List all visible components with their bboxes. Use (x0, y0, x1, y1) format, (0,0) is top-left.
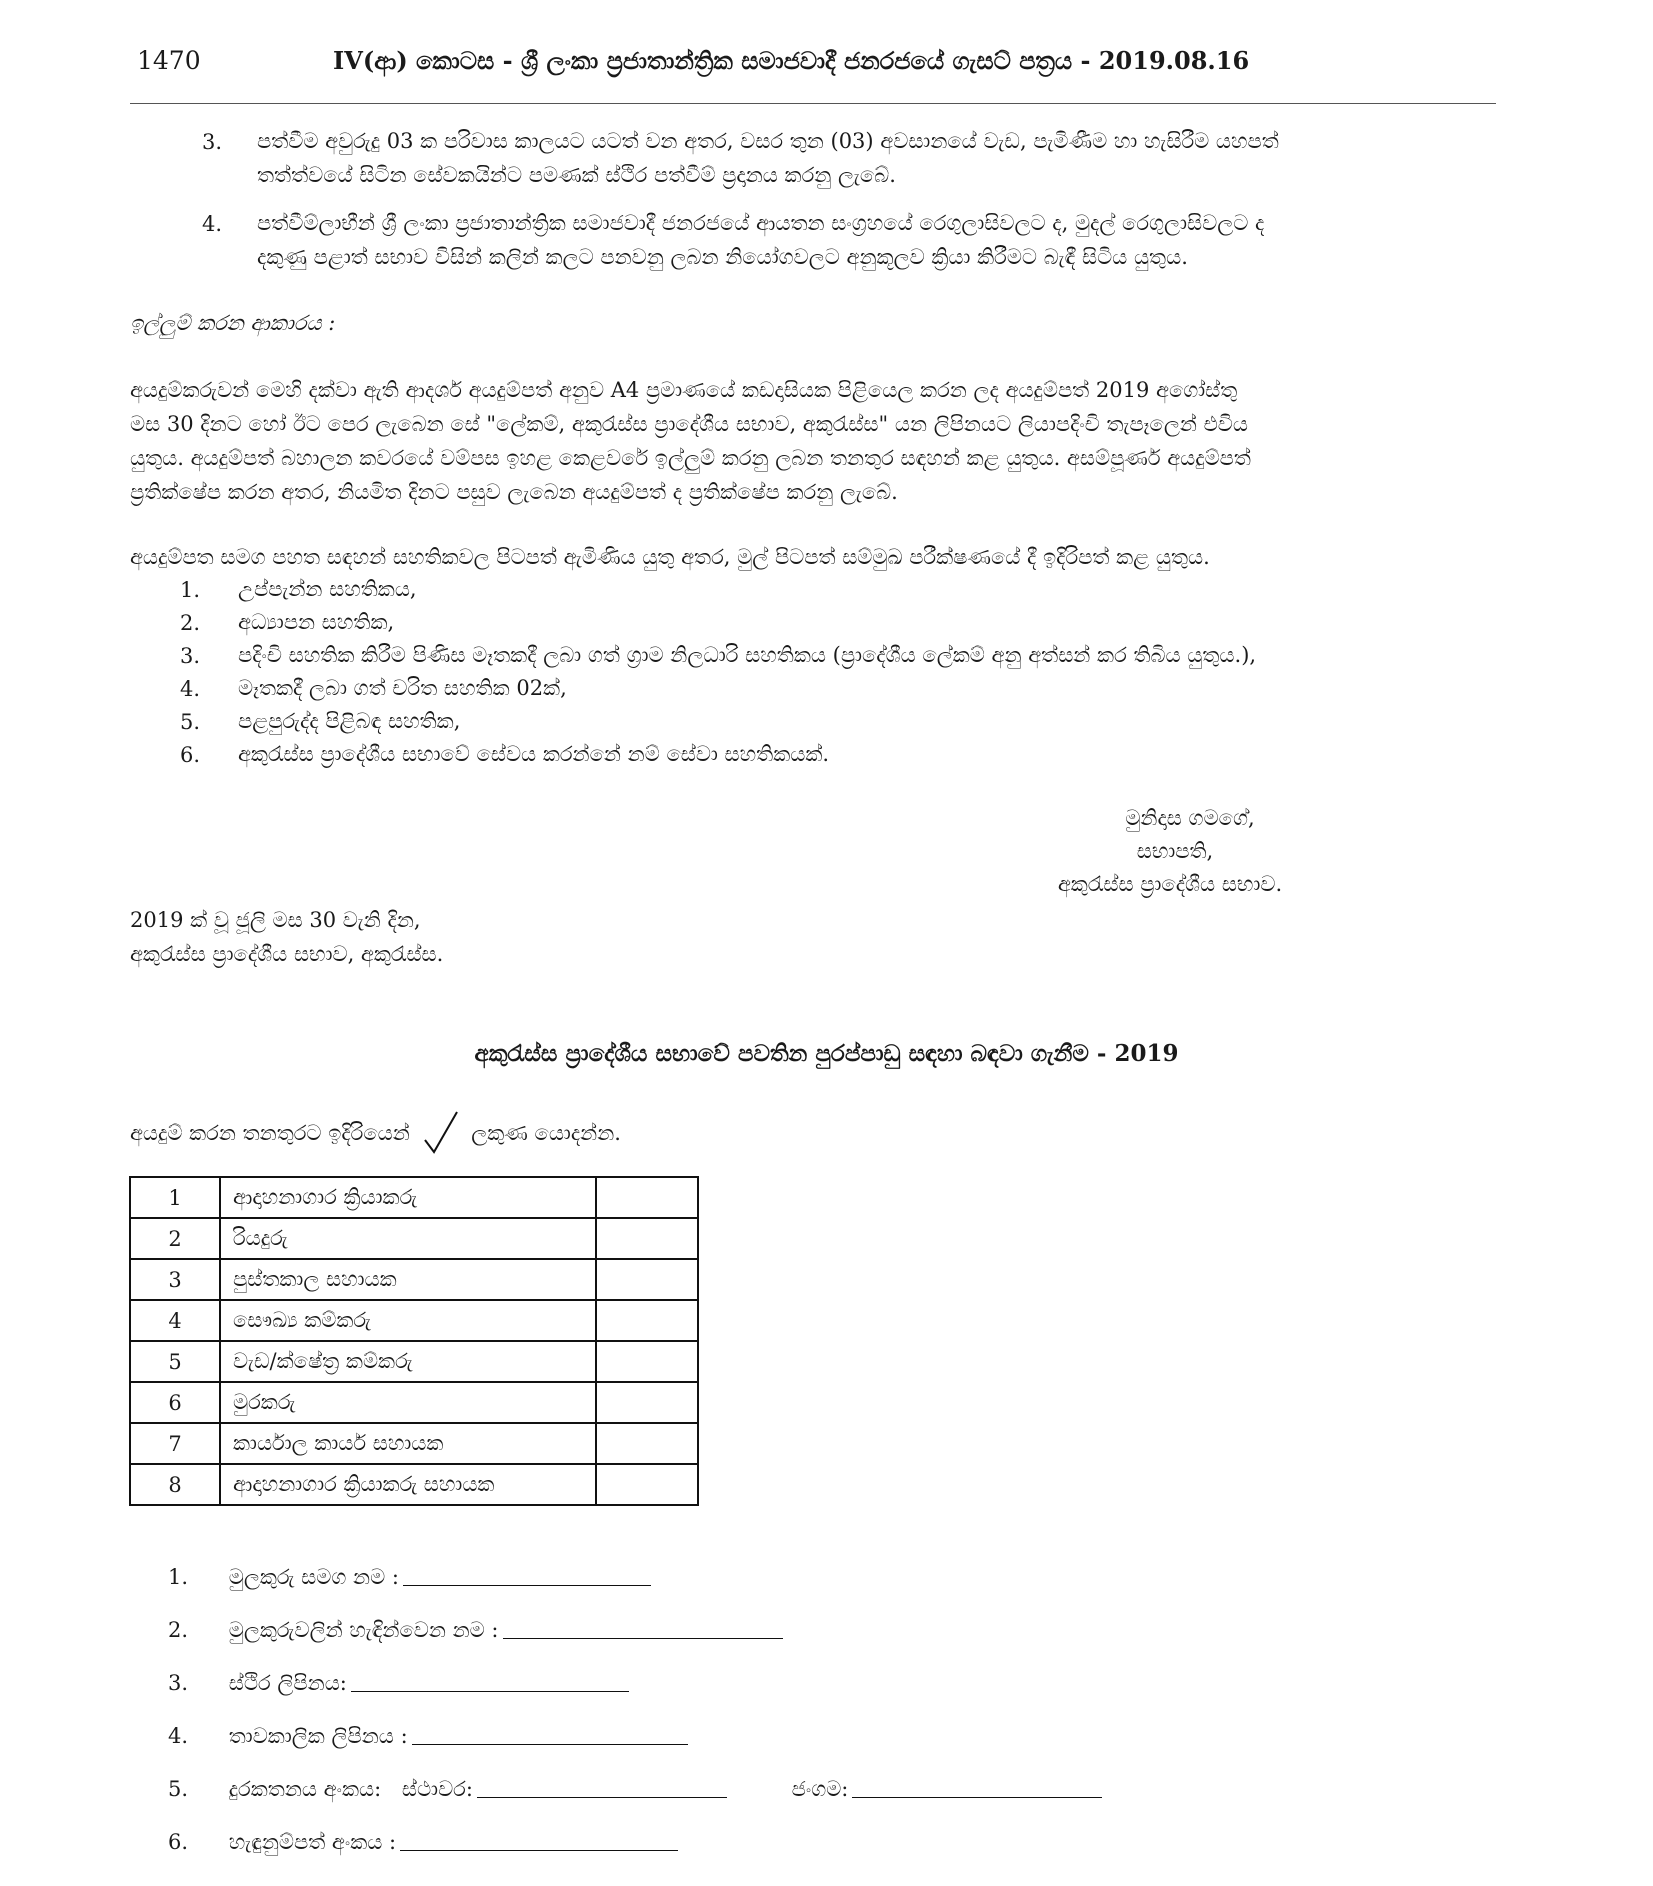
field-label: ස්ථිර ලිපිනය: (228, 1671, 347, 1695)
paragraph-line: යුතුය. අයදුම්පත් බහාලන කවරයේ වම්පස ඉහළ කෙළවරේ ඉල්ලුම් කරනු ලබන තනතුර සඳහන් කළ යුතුය. අසම්පූර්ණ අයදුම්පත් (130, 446, 1251, 470)
landline-input[interactable] (477, 1783, 727, 1798)
table-row (130, 1423, 698, 1464)
name-with-initials-input[interactable] (403, 1571, 651, 1586)
tick-box[interactable] (596, 1464, 698, 1505)
tick-instruction-after: ලකුණ යොදන්න. (471, 1121, 621, 1145)
table-row (130, 1259, 698, 1300)
field-nic (168, 1830, 678, 1855)
field-number: 5. (168, 1777, 189, 1801)
field-label: මුලකුරුවලින් හැඳින්වෙන නම : (228, 1618, 499, 1642)
nic-input[interactable] (400, 1836, 678, 1851)
field-temporary-address (168, 1724, 688, 1749)
condition-text-line: තත්ත්වයේ සිටින සේවකයින්ට පමණක් ස්ථිර පත්වීම් ප්‍රදානය කරනු ලැබේ. (257, 163, 896, 187)
tick-box[interactable] (596, 1300, 698, 1341)
post-number: 8 (130, 1464, 220, 1505)
tick-box[interactable] (596, 1382, 698, 1423)
field-label: හැඳුනුම්පත් අංකය : (228, 1830, 397, 1854)
post-name: ආදාහනාගාර ක්‍රියාකරු (220, 1177, 596, 1218)
tick-icon (423, 1110, 459, 1159)
page-number: 1470 (137, 46, 201, 75)
list-item-number: 5. (180, 710, 201, 734)
post-number: 6 (130, 1382, 220, 1423)
condition-number: 3. (202, 130, 223, 154)
dateline-place: අකුරැස්ස ප්‍රාදේශීය සභාව, අකුරැස්ස. (130, 942, 444, 966)
list-item-number: 3. (180, 644, 201, 668)
tick-box[interactable] (596, 1177, 698, 1218)
condition-text-line: දකුණු පළාත් සභාව විසින් කලින් කලට පනවනු ලබන නියෝගවලට අනුකූලව ක්‍රියා කිරීමට බැඳී සිටිය යුතුය. (257, 245, 1188, 269)
list-item: පළපුරුද්ද පිළිබඳ සහතික, (238, 709, 461, 733)
table-row (130, 1218, 698, 1259)
field-number: 6. (168, 1830, 189, 1854)
condition-number: 4. (202, 212, 223, 236)
list-item: පදිංචි සහතික කිරීම පිණිස මෑතකදී ලබා ගත් ග්‍රාම නිලධාරි සහතිකය (ප්‍රාදේශීය ලේකම් අනු අත්සන් කර තිබිය යුතුය.), (238, 643, 1257, 667)
permanent-address-input[interactable] (351, 1677, 629, 1692)
post-name: පුස්තකාල සහායක (220, 1259, 596, 1300)
field-sublabel-landline: ස්ථාවර: (401, 1777, 473, 1801)
post-number: 7 (130, 1423, 220, 1464)
field-telephone (168, 1777, 1102, 1802)
dateline-date: 2019 ක් වූ ජූලි මස 30 වැනි දින, (130, 908, 421, 932)
field-name-with-initials (168, 1565, 651, 1590)
gazette-title: IV(ආ) කොටස - ශ්‍රී ලංකා ප්‍රජාතාන්ත්‍රික සමාජවාදී ජනරජයේ ගැසට් පත්‍රය - 2019.08.16 (333, 46, 1250, 75)
field-number: 1. (168, 1565, 189, 1589)
mobile-input[interactable] (852, 1783, 1102, 1798)
form-title: අකුරැස්ස ප්‍රාදේශීය සභාවේ පවතින පුරප්පාඩු සඳහා බඳවා ගැනීම - 2019 (474, 1040, 1179, 1067)
post-name: රියදුරු (220, 1218, 596, 1259)
table-row (130, 1341, 698, 1382)
signatory-office: අකුරැස්ස ප්‍රාදේශීය සභාව. (1057, 872, 1283, 896)
posts-table (129, 1176, 699, 1506)
table-row (130, 1382, 698, 1423)
temporary-address-input[interactable] (412, 1730, 688, 1745)
paragraph-line: අයදුම්කරුවන් මෙහි දක්වා ඇති ආදර්ශ අයදුම්පත් අනුව A4 ප්‍රමාණයේ කඩදාසියක පිළියෙල කරන ලද අයදුම්පත් 2019 අගෝස්තු (130, 378, 1238, 402)
post-number: 3 (130, 1259, 220, 1300)
tick-instruction (130, 1110, 621, 1159)
tick-box[interactable] (596, 1341, 698, 1382)
field-permanent-address (168, 1671, 629, 1696)
certificates-intro: අයදුම්පත සමග පහත සඳහන් සහතිකවල පිටපත් ඇමිණිය යුතු අතර, මුල් පිටපත් සම්මුඛ පරීක්ෂණයේ දී ඉදිරිපත් කළ යුතුය. (130, 545, 1210, 569)
list-item: අධ්‍යාපන සහතික, (238, 610, 395, 634)
post-name: මුරකරු (220, 1382, 596, 1423)
post-name: කාර්යාල කාර්ය සහායක (220, 1423, 596, 1464)
field-label: මුලකුරු සමග නම : (228, 1565, 399, 1589)
field-name-denoted (168, 1618, 783, 1643)
list-item-number: 6. (180, 743, 201, 767)
paragraph-line: ප්‍රතික්ෂේප කරන අතර, නියමිත දිනට පසුව ලැබෙන අයදුම්පත් ද ප්‍රතික්ෂේප කරනු ලැබේ. (130, 480, 898, 504)
paragraph-line: මස 30 දිනට හෝ ඊට පෙර ලැබෙන සේ "ලේකම්, අකුරැස්ස ප්‍රාදේශීය සභාව, අකුරැස්ස" යන ලිපිනයට ලියාපදිංචි තැපෑලෙන් එවිය (130, 412, 1248, 436)
tick-box[interactable] (596, 1218, 698, 1259)
signatory-position: සභාපති, (1136, 839, 1214, 863)
post-number: 5 (130, 1341, 220, 1382)
field-number: 2. (168, 1618, 189, 1642)
post-number: 4 (130, 1300, 220, 1341)
list-item: උප්පැන්න සහතිකය, (238, 577, 417, 601)
table-row (130, 1464, 698, 1505)
signature-block (1000, 802, 1340, 901)
post-name: වැඩ/ක්ෂේත්‍ර කම්කරු (220, 1341, 596, 1382)
post-number: 1 (130, 1177, 220, 1218)
apply-heading: ඉල්ලුම් කරන ආකාරය : (130, 311, 336, 335)
field-label: තාවකාලික ලිපිනය : (228, 1724, 408, 1748)
tick-box[interactable] (596, 1259, 698, 1300)
list-item-number: 4. (180, 677, 201, 701)
field-number: 3. (168, 1671, 189, 1695)
signatory-name: මුනිදාස ගමගේ, (1125, 806, 1255, 830)
field-sublabel-mobile: ජංගම: (791, 1777, 849, 1801)
tick-instruction-before: අයදුම් කරන තනතුරට ඉදිරියෙන් (130, 1121, 410, 1145)
post-name: සෞඛ්‍ය කම්කරු (220, 1300, 596, 1341)
list-item: මෑතකදී ලබා ගත් චරිත සහතික 02ක්, (238, 676, 567, 700)
post-number: 2 (130, 1218, 220, 1259)
table-row (130, 1300, 698, 1341)
list-item-number: 2. (180, 611, 201, 635)
list-item: අකුරැස්ස ප්‍රාදේශීය සභාවේ සේවය කරන්නේ නම් සේවා සහතිකයක්. (238, 742, 830, 766)
condition-text-line: පත්වීම්ලාභීන් ශ්‍රී ලංකා ප්‍රජාතාන්ත්‍රික සමාජවාදී ජනරජයේ ආයතන සංග්‍රහයේ රෙගුලාසිවලට ද, මුදල් රෙගුලාසිවලට ද (257, 211, 1265, 235)
post-name: ආදාහනාගාර ක්‍රියාකරු සහායක (220, 1464, 596, 1505)
table-row (130, 1177, 698, 1218)
field-number: 4. (168, 1724, 189, 1748)
tick-box[interactable] (596, 1423, 698, 1464)
name-denoted-input[interactable] (503, 1624, 783, 1639)
header-divider (130, 103, 1496, 104)
condition-text-line: පත්වීම අවුරුදු 03 ක පරිවාස කාලයට යටත් වන අතර, වසර තුන (03) අවසානයේ වැඩ, පැමිණීම හා හැසිරීම යහපත් (257, 129, 1279, 153)
field-label: දුරකතනය අංකය: (228, 1777, 382, 1801)
list-item-number: 1. (180, 578, 201, 602)
